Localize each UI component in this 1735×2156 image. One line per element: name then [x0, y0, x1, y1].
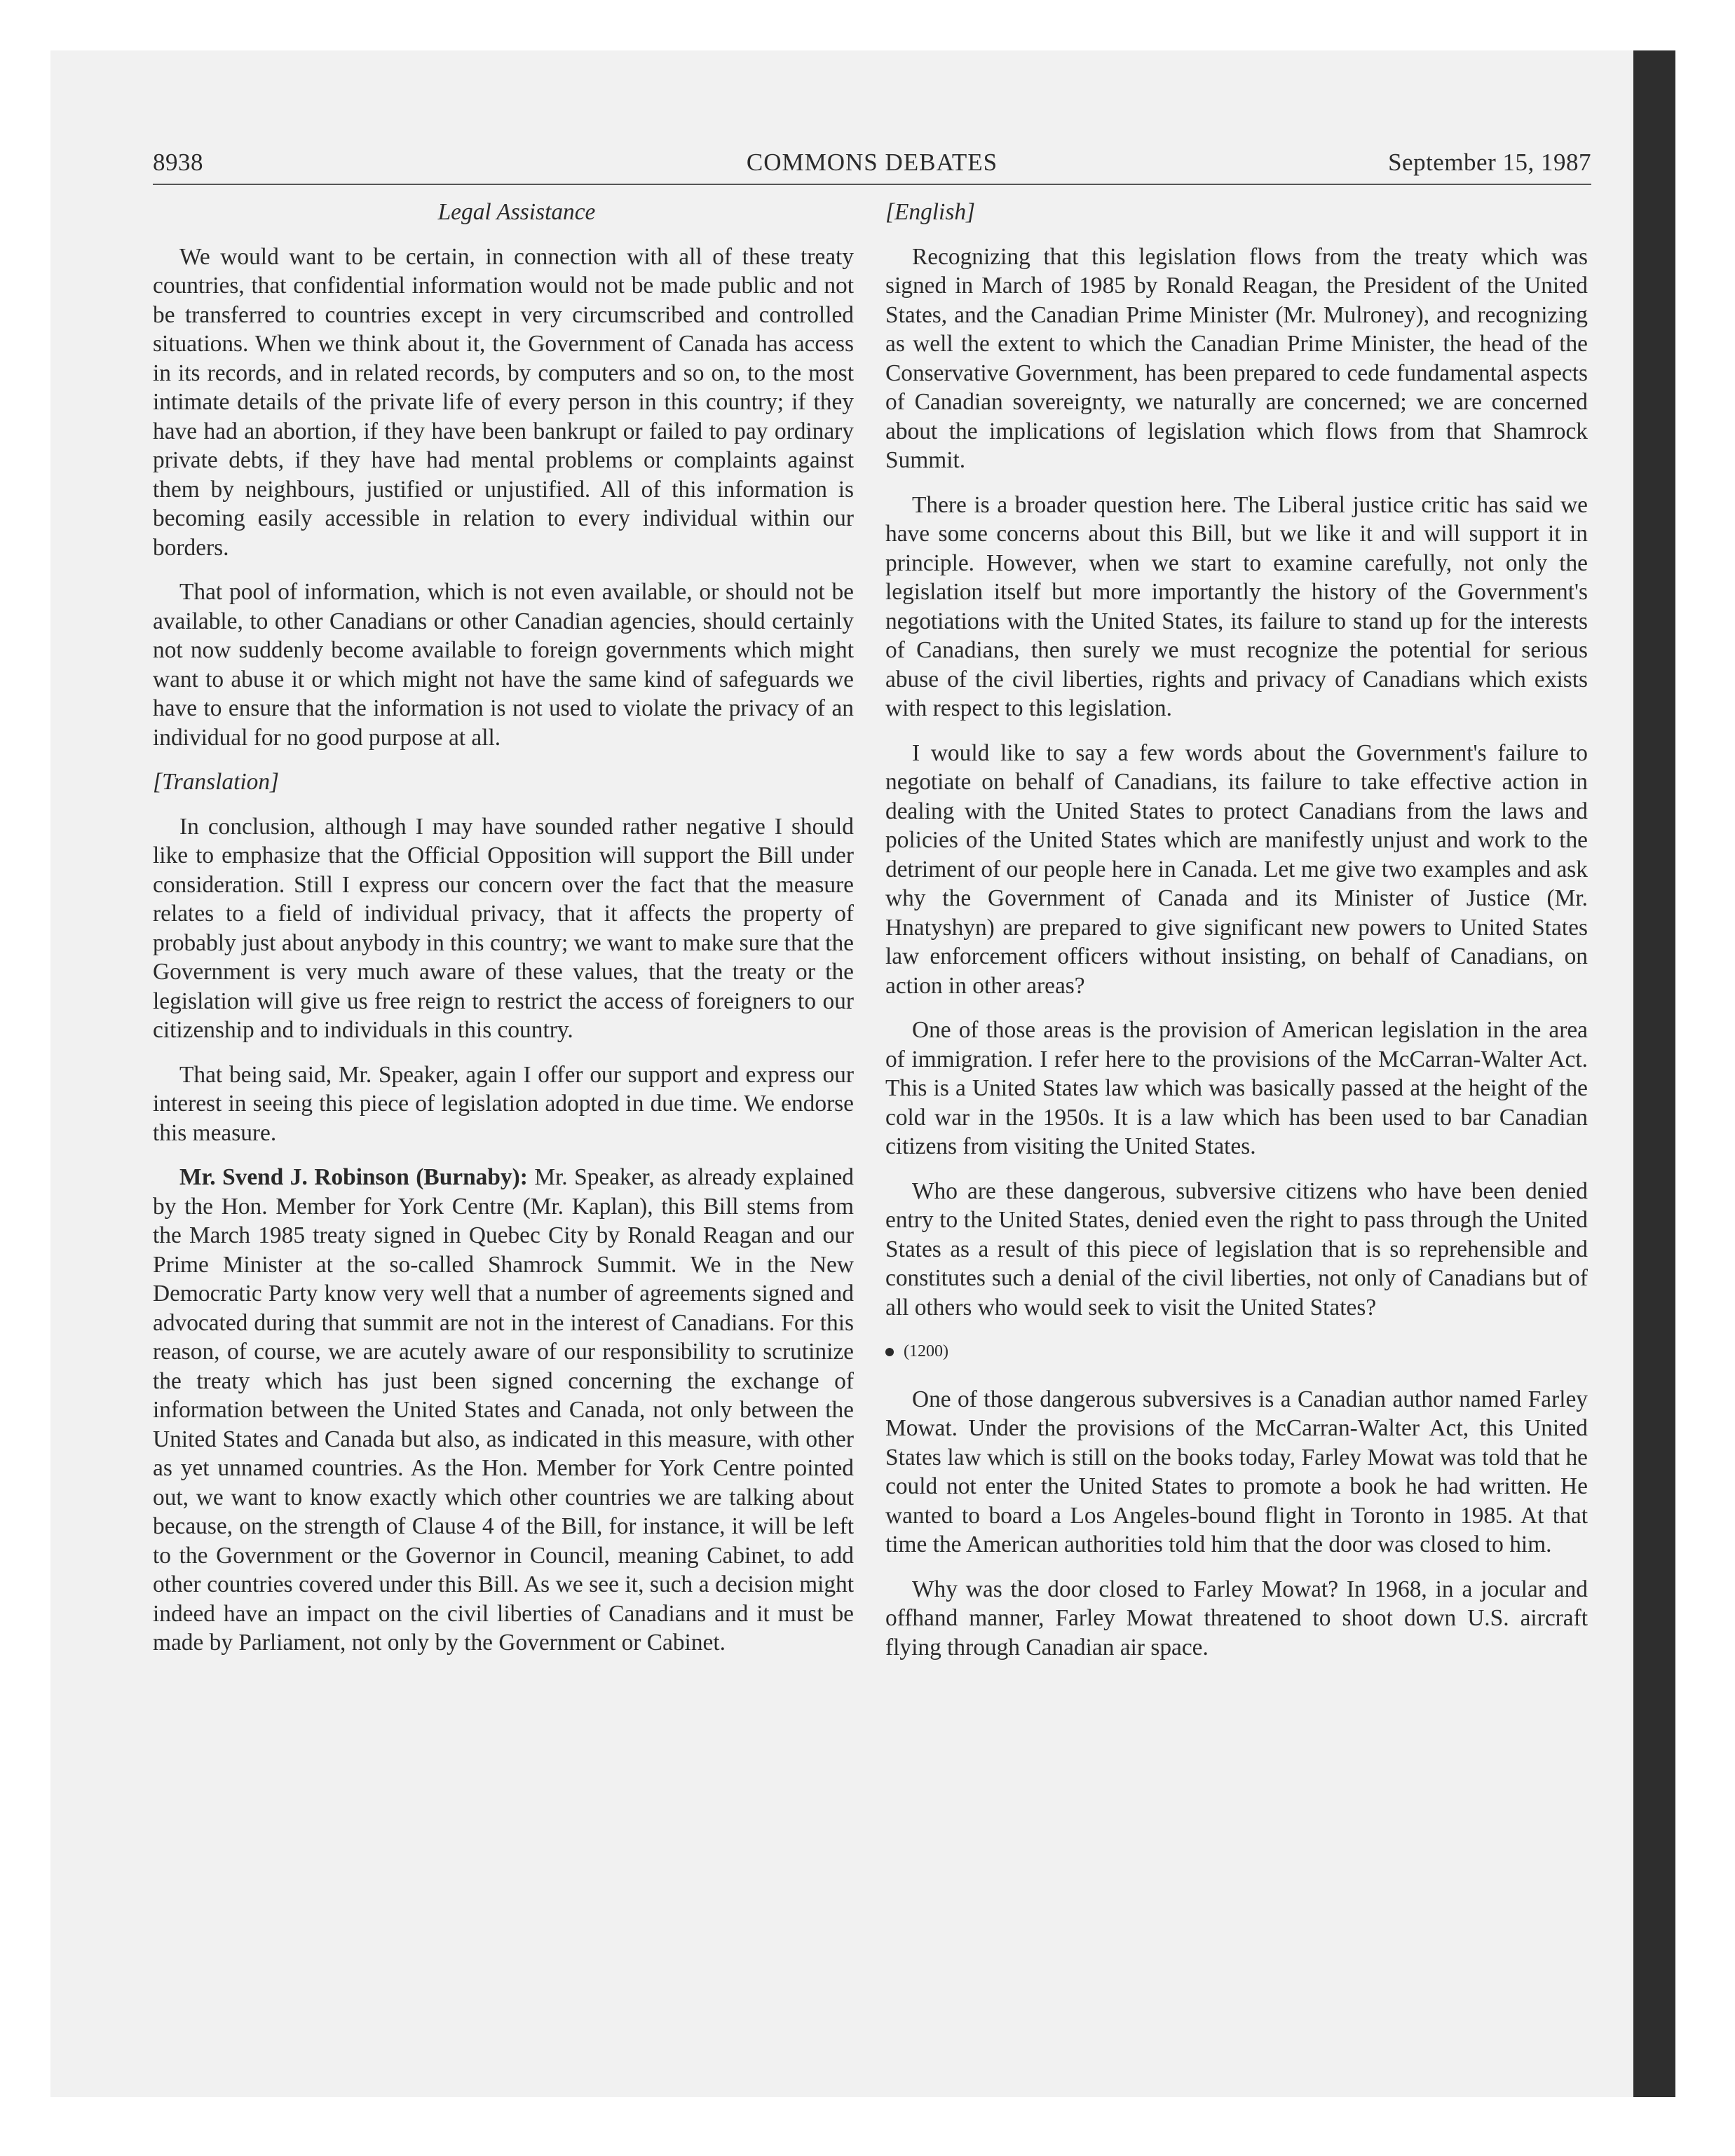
speaker-paragraph [153, 1163, 854, 1658]
paragraph: Why was the door closed to Farley Mowat? In 1968, in a jocular and offhand manner, Farley Mowat threatened to shoot down U.S. aircraft flying through Canadian air space. [885, 1576, 1588, 1660]
paragraph: That pool of information, which is not even available, or should not be available, to other Canadians or other Canadian agencies, should certainly not now suddenly become available to foreign governments which might want to abuse it or which might not have the same kind of safeguards we have to ensure that the information is not used to violate the privacy of an individual for no good purpose at all. [153, 579, 854, 751]
translation-tag: [Translation] [153, 769, 280, 795]
journal-title: COMMONS DEBATES [746, 149, 998, 176]
paragraph: There is a broader question here. The Liberal justice critic has said we have some concerns about this Bill, but we like it and will support it in principle. However, when we start to examine carefully, not only the legislation itself but more importantly the history of the Government's negotiations with the United States, its failure to stand up for the interests of Canadians, then surely we must recognize the potential for serious abuse of the civil liberties, rights and privacy of Canadians which exists with respect to this legislation. [885, 491, 1588, 721]
paragraph: In conclusion, although I may have sounded rather negative I should like to emphasize that the Official Opposition will support the Bill under consideration. Still I express our concern over the fact that the measure relates to a field of individual privacy, that it affects the property of probably just about anybody in this country; we want to make sure that the Government is very much aware of these values, that the treaty or the legislation will give us free reign to restrict the access of foreigners to our citizenship and to individuals in this country. [153, 813, 854, 1043]
speaker-name: Mr. Svend J. Robinson (Burnaby): [179, 1164, 528, 1190]
header-rule [153, 184, 1591, 185]
paragraph: One of those areas is the provision of American legislation in the area of immigration. I refer here to the provisions of the McCarran-Walter Act. This is a United States law which was basically passed at the height of the cold war in the 1950s. It is a law which has been used to bar Canadian citizens from visiting the United States. [885, 1017, 1588, 1159]
running-header [153, 149, 1591, 184]
right-column [885, 198, 1588, 1677]
sitting-date: September 15, 1987 [1388, 149, 1591, 176]
scan-edge-shadow [1633, 50, 1675, 2097]
page-number: 8938 [153, 149, 203, 176]
bullet-icon [885, 1348, 894, 1356]
time-marker-text: (1200) [904, 1342, 948, 1360]
time-marker [885, 1337, 1588, 1367]
paragraph: One of those dangerous subversives is a Canadian author named Farley Mowat. Under the provisions of the McCarran-Walter Act, this United States law which is still on the books today, Farley Mowat was told that he could not enter the United States to promote a book he had written. He wanted to board a Los Angeles-bound flight in Toronto in 1985. At that time the American authorities told him that the door was closed to him. [885, 1386, 1588, 1557]
speech-text: Mr. Speaker, as already explained by the Hon. Member for York Centre (Mr. Kaplan), this Bill stems from the March 1985 treaty signed in Quebec City by Ronald Reagan and our Prime Minister at the so-called Shamrock Summit. We in the New Democratic Party know very well that a number of agreements signed and advocated during that summit are not in the interest of Canadians. For this reason, of course, we are acutely aware of our responsibility to scrutinize the treaty which has just been signed concerning the exchange of information between the United States and Canada, not only between the United States and Canada but also, as indicated in this measure, with other as yet unnamed countries. As the Hon. Member for York Centre pointed out, we want to know exactly which other countries we are talking about because, on the strength of Clause 4 of the Bill, for instance, it will be left to the Government or the Governor in Council, meaning Cabinet, to add other countries covered under this Bill. As we see it, such a decision might indeed have an impact on the civil liberties of Canadians and it must be made by Parliament, not only by the Government or Cabinet. [153, 1164, 854, 1656]
paragraph: I would like to say a few words about the Government's failure to negotiate on behalf of Canadians, its failure to take effective action in dealing with the United States to protect Canadians from the laws and policies of the United States which are manifestly unjust and work to the detriment of our people here in Canada. Let me give two examples and ask why the Government of Canada and its Minister of Justice (Mr. Hnatyshyn) are prepared to give significant new powers to United States law enforcement officers without insisting, on behalf of Canadians, on action in other areas? [885, 739, 1588, 999]
section-heading: Legal Assistance [437, 199, 596, 225]
paragraph: That being said, Mr. Speaker, again I offer our support and express our interest in seeing this piece of legislation adopted in due time. We endorse this measure. [153, 1061, 854, 1146]
paragraph: Who are these dangerous, subversive citizens who have been denied entry to the United States, denied even the right to pass through the United States as a result of this piece of legislation that is so reprehensible and constitutes such a denial of the civil liberties, not only of Canadians but of all others who would seek to visit the United States? [885, 1178, 1588, 1321]
english-tag: [English] [885, 199, 976, 225]
paragraph: We would want to be certain, in connection with all of these treaty countries, that confidential information would not be made public and not be transferred to countries except in very circumscribed and controlled situations. When we think about it, the Government of Canada has access in its records, and in related records, by computers and so on, to the most intimate details of the private life of every person in this country; if they have had an abortion, if they have been bankrupt or failed to pay ordinary private debts, if they have had mental problems or complaints against them by neighbours, justified or unjustified. All of this information is becoming easily accessible in relation to every individual within our borders. [153, 243, 854, 561]
left-column [153, 198, 854, 1673]
paragraph: Recognizing that this legislation flows from the treaty which was signed in March of 1985 by Ronald Reagan, the President of the United States, and the Canadian Prime Minister (Mr. Mulroney), and recognizing as well the extent to which the Canadian Prime Minister, the head of the Conservative Government, has been prepared to cede fundamental aspects of Canadian sovereignty, we naturally are concerned; we are concerned about the implications of legislation which flows from that Shamrock Summit. [885, 243, 1588, 473]
